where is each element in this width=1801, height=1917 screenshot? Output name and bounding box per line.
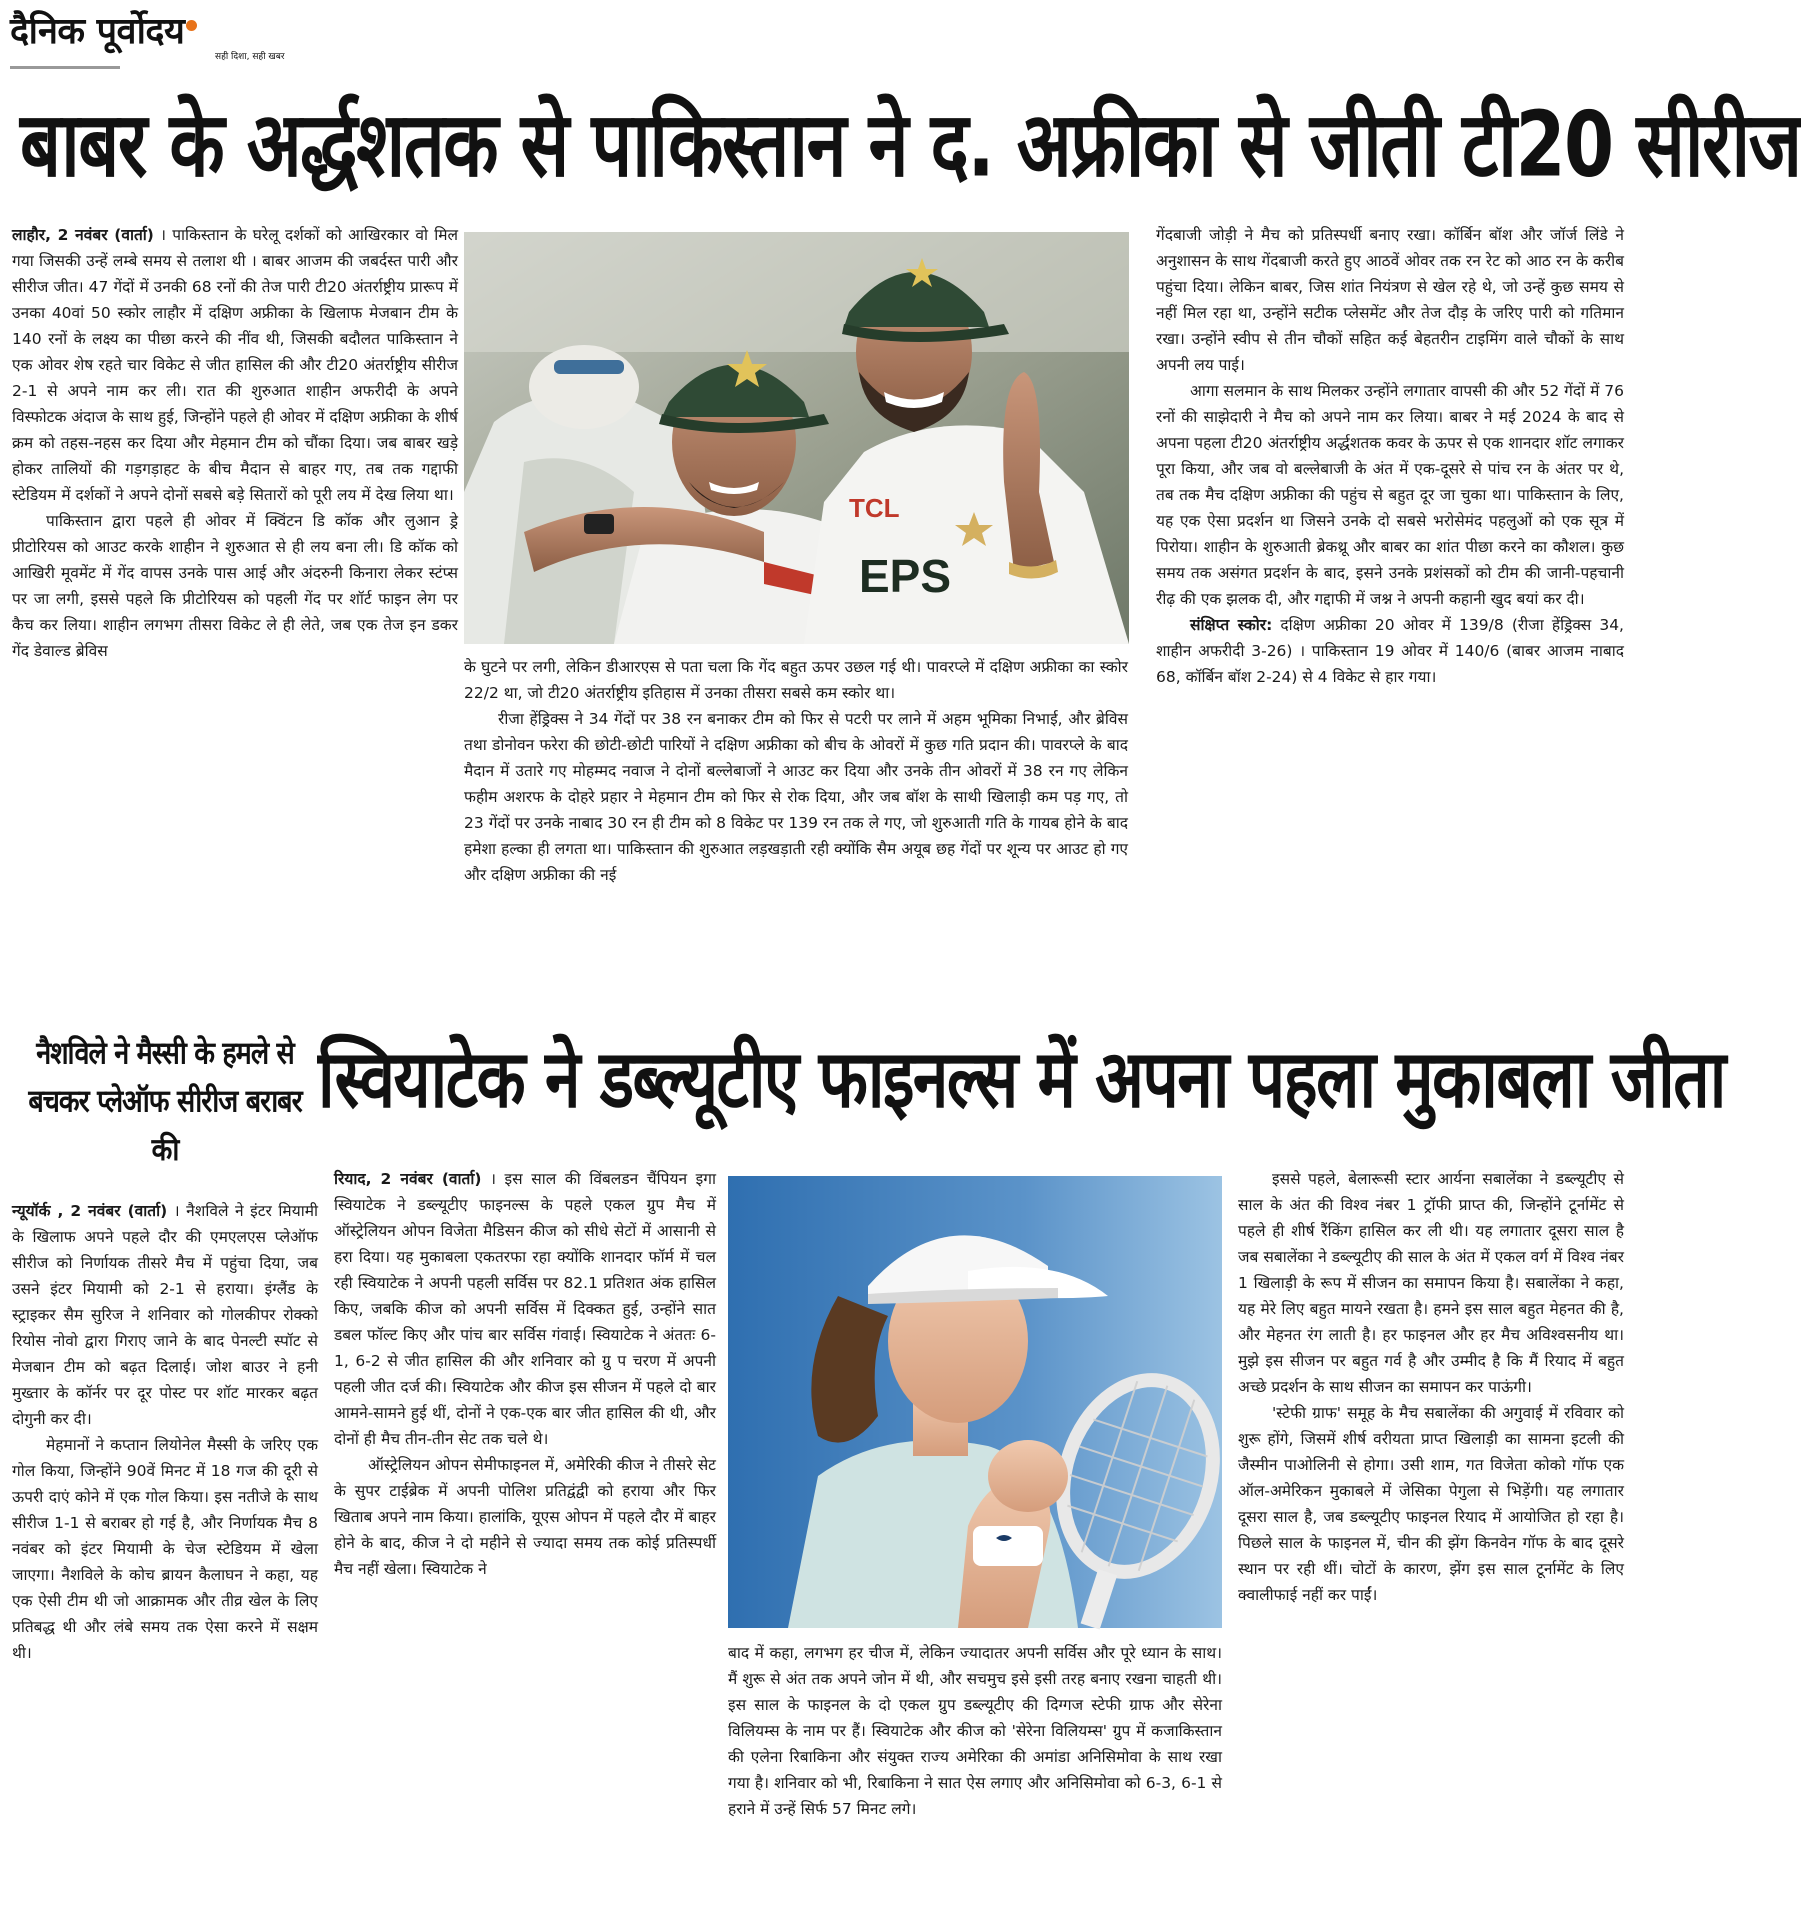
cricket-players-image: [464, 232, 1129, 644]
tennis-dateline: रियाद, 2 नवंबर (वार्ता): [334, 1170, 482, 1188]
masthead-underline: [10, 66, 120, 69]
cricket-column-2: [464, 654, 1128, 1020]
football-column: [12, 1198, 318, 1910]
tennis-photo: [728, 1176, 1222, 1628]
tennis-column-3: [1238, 1166, 1624, 1910]
cricket-para-6: आगा सलमान के साथ मिलकर उन्होंने लगातार वापसी की और 52 गेंदों में 76 रनों की साझेदारी ने मैच को अपने नाम कर लिया। बाबर ने मई 2024 के बाद से अपना पहला टी20 अंतर्राष्ट्रीय अर्द्धशतक कवर के ऊपर से एक शानदार शॉट लगाकर पूरा किया, और जब वो बल्लेबाजी के अंत में एक-दूसरे से पांच रन के अंतर पर थे, तब तक मैच दक्षिण अफ्रीका की पहुंच से बहुत दूर जा चुका था। पाकिस्तान के लिए, यह एक ऐसा प्रदर्शन था जिसने उनके दो सबसे भरोसेमंद पहलुओं को एक सूत्र में पिरोया। शाहीन के शुरुआती ब्रेकथ्रू और बाबर का शांत पीछा करने का कौशल। कुछ समय तक असंगत प्रदर्शन के बाद, इसने उनके प्रशंसकों को टीम की जानी-पहचानी रीढ़ की एक झलक दी, और गद्दाफी में जश्न ने अपनी कहानी खुद बयां कर दी।: [1156, 382, 1624, 608]
cricket-dateline: लाहौर, 2 नवंबर (वार्ता): [12, 226, 154, 244]
masthead-title: दैनिक पूर्वोदय: [10, 10, 185, 52]
tennis-para-5: 'स्टेफी ग्राफ' समूह के मैच सबालेंका की अगुवाई में रविवार को शुरू होंगे, जिसमें शीर्ष वरीयता प्राप्त खिलाड़ी का सामना इटली की जैस्मीन पाओलिनी से होगा। उसी शाम, गत विजेता कोको गॉफ एक ऑल-अमेरिकन मुकाबले में जेसिका पेगुला से भिड़ेंगी। यह लगातार दूसरा साल है, जब डब्ल्यूटीए फाइनल रियाद में आयोजित हो रहा है। पिछले साल के फाइनल में, चीन की झेंग किनवेन गॉफ के बाद दूसरे स्थान पर रही थीं। चोटों के कारण, झेंग इस साल टूर्नामेंट के लिए क्वालीफाई नहीं कर पाईं।: [1238, 1404, 1624, 1604]
tennis-column-2: [728, 1640, 1222, 1910]
cricket-para-5: गेंदबाजी जोड़ी ने मैच को प्रतिस्पर्धी बनाए रखा। कॉर्बिन बॉश और जॉर्ज लिंडे ने अनुशासन के साथ गेंदबाजी करते हुए आठवें ओवर तक रन रेट को आठ रन के करीब पहुंचा दिया। लेकिन बाबर, जिस शांत नियंत्रण से खेल रहे थे, जो उन्हें कुछ समय से नहीं मिल रहा था, उन्होंने सटीक प्लेसमेंट और तेज दौड़ के जरिए पारी को गतिमान रखा। उन्होंने स्वीप से तीन चौकों सहित कई बेहतरीन टाइमिंग वाले चौकों के साथ अपनी लय पाई।: [1156, 226, 1624, 374]
cricket-column-3: [1156, 222, 1624, 1020]
scorecard-label: संक्षिप्त स्कोर:: [1190, 616, 1273, 634]
tennis-player-image: [728, 1176, 1222, 1628]
scorecard-text: दक्षिण अफ्रीका 20 ओवर में 139/8 (रीजा हेंड्रिक्स 34, शाहीन अफरीदी 3-26) । पाकिस्तान 19 ओवर में 140/6 (बाबर आजम नाबाद 68, कॉर्बिन बॉश 2-24) से 4 विकेट से हार गया।: [1156, 616, 1624, 686]
cricket-para-3: के घुटने पर लगी, लेकिन डीआरएस से पता चला कि गेंद बहुत ऊपर उछल गई थी। पावरप्ले में दक्षिण अफ्रीका का स्कोर 22/2 था, जो टी20 अंतर्राष्ट्रीय इतिहास में उनका तीसरा सबसे कम स्कोर था।: [464, 658, 1128, 702]
football-para-1: न्यूयॉर्क , 2 नवंबर (वार्ता) । नैशविले ने इंटर मियामी के खिलाफ अपने पहले दौर की एमएलएस प्लेऑफ सीरीज को निर्णायक तीसरे मैच में पहुंचा दिया, जब उसने इंटर मियामी को 2-1 से हराया। इंग्लैंड के स्ट्राइकर सैम सुरिज ने शनिवार को गोलकीपर रोक्को रियोस नोवो द्वारा गिराए जाने के बाद पेनल्टी स्पॉट से मेजबान टीम को बढ़त दिलाई। जोश बाउर ने हनी मुख्तार के कॉर्नर पर दूर पोस्ट पर शॉट मारकर बढ़त दोगुनी कर दी।: [12, 1202, 318, 1428]
tennis-para-1: रियाद, 2 नवंबर (वार्ता) । इस साल की विंबलडन चैंपियन इगा स्वियाटेक ने डब्ल्यूटीए फाइनल्स के पहले एकल ग्रुप मैच में ऑस्ट्रेलियन ओपन विजेता मैडिसन कीज को सीधे सेटों में आसानी से हरा दिया। यह मुकाबला एकतरफा रहा क्योंकि शानदार फॉर्म में चल रही स्वियाटेक ने अपनी पहली सर्विस पर 82.1 प्रतिशत अंक हासिल किए, जबकि कीज को अपनी सर्विस में दिक्कत हुई, उन्होंने सात डबल फॉल्ट किए और पांच बार सर्विस गंवाई। स्वियाटेक ने अंततः 6-1, 6-2 से जीत हासिल की और शनिवार को ग्रु प चरण में अपनी पहली जीत दर्ज की। स्वियाटेक और कीज इस सीजन में पहले दो बार आमने-सामने हुई थीं, दोनों ने एक-एक बार जीत हासिल की थी, और दोनों ही मैच तीन-तीन सेट तक चले थे।: [334, 1170, 716, 1448]
jersey-tcl-text: TCL: [849, 493, 900, 523]
tennis-para-3: बाद में कहा, लगभग हर चीज में, लेकिन ज्यादातर अपनी सर्विस और पूरे ध्यान के साथ। मैं शुरू से अंत तक अपने जोन में थी, और सचमुच इसे इसी तरह बनाए रखना चाहती थी। इस साल के फाइनल के दो एकल ग्रुप डब्ल्यूटीए की दिग्गज स्टेफी ग्राफ और सेरेना विलियम्स के नाम पर हैं। स्वियाटेक और कीज को 'सेरेना विलियम्स' ग्रुप में कजाकिस्तान की एलेना रिबाकिना और संयुक्त राज्य अमेरिका की अमांडा अनिसिमोवा के साथ रखा गया है। शनिवार को भी, रिबाकिना ने सात ऐस लगाए और अनिसिमोवा को 6-3, 6-1 से हराने में उन्हें सिर्फ 57 मिनट लगे।: [728, 1644, 1222, 1818]
cricket-scorecard: [1156, 612, 1624, 690]
jersey-sponsor-text: EPS: [859, 550, 952, 602]
headline-football: नैशविले ने मैस्सी के हमले से बचकर प्लेऑफ सीरीज बराबर की: [28, 1035, 302, 1168]
cricket-para-1: लाहौर, 2 नवंबर (वार्ता) । पाकिस्तान के घरेलू दर्शकों को आखिरकार वो मिल गया जिसकी उन्हें लम्बे समय से तलाश थी । बाबर आजम की जबर्दस्त पारी और सीरीज जीत। 47 गेंदों में उनकी 68 रनों की तेज पारी टी20 अंतर्राष्ट्रीय प्रारूप में उनका 40वां 50 स्कोर लाहौर में दक्षिण अफ्रीका के खिलाफ मेजबान टीम के 140 रनों के लक्ष्य का पीछा करने की नींव थी, जिसकी बदौलत पाकिस्तान ने एक ओवर शेष रहते चार विकेट से जीत हासिल की और टी20 अंतर्राष्ट्रीय सीरीज 2-1 से अपने नाम कर ली। रात की शुरुआत शाहीन अफरीदी के अपने विस्फोटक अंदाज के साथ हुई, जिन्होंने पहले ही ओवर में दक्षिण अफ्रीका के शीर्ष क्रम को तहस-नहस कर दिया और मेहमान टीम को चौंका दिया। जब बाबर खड़े होकर तालियों की गड़गड़ाहट के बीच मैदान से बाहर गए, तब तक गद्दाफी स्टेडियम में दर्शकों ने अपने दोनों सबसे बड़े सितारों को पूरी लय में देख लिया था।: [12, 226, 458, 504]
football-para-2: मेहमानों ने कप्तान लियोनेल मैस्सी के जरिए एक गोल किया, जिन्होंने 90वें मिनट में 18 गज की दूरी से ऊपरी दाएं कोने में एक गोल किया। इस नतीजे के साथ सीरीज 1-1 से बराबर हो गई है, और निर्णायक मैच 8 नवंबर को इंटर मियामी के चेज स्टेडियम में खेला जाएगा। नैशविले के कोच ब्रायन कैलाघन ने कहा, यह एक ऐसी टीम थी जो आक्रामक और तीव्र खेल के लिए प्रतिबद्ध थी और लंबे समय तक ऐसा करने में सक्षम थी।: [12, 1436, 318, 1662]
tennis-column-1: [334, 1166, 716, 1910]
football-dateline: न्यूयॉर्क , 2 नवंबर (वार्ता): [12, 1202, 168, 1220]
headline-tennis: स्वियाटेक ने डब्ल्यूटीए फाइनल्स में अपना पहला मुकाबला जीता: [318, 1033, 1725, 1127]
masthead-dot-icon: [186, 20, 197, 31]
tennis-para-4: इससे पहले, बेलारूसी स्टार आर्यना सबालेंका ने डब्ल्यूटीए से साल के अंत की विश्व नंबर 1 ट्रॉफी प्राप्त की, जिन्होंने टूर्नामेंट से पहले ही शीर्ष रैंकिंग हासिल कर ली थी। यह लगातार दूसरा साल है जब सबालेंका ने डब्ल्यूटीए की साल के अंत में एकल वर्ग में विश्व नंबर 1 खिलाड़ी के रूप में सीजन का समापन किया है। सबालेंका ने कहा, यह मेरे लिए बहुत मायने रखता है। हमने इस साल बहुत मेहनत की है, और मेहनत रंग लाती है। हर फाइनल और हर मैच अविश्वसनीय था। मुझे इस सीजन पर बहुत गर्व है और उम्मीद है कि मैं रियाद में बहुत अच्छे प्रदर्शन के साथ सीजन का समापन कर पाऊंगी।: [1238, 1170, 1624, 1396]
headline-cricket: बाबर के अर्द्धशतक से पाकिस्तान ने द. अफ्रीका से जीती टी20 सीरीज: [20, 91, 1801, 197]
cricket-photo: [464, 232, 1129, 644]
cricket-para-2: पाकिस्तान द्वारा पहले ही ओवर में क्विंटन डि कॉक और लुआन ड्रे प्रीटोरियस को आउट करके शाहीन ने शुरुआत से ही लय बना ली। डि कॉक को आखिरी मूवमेंट में गेंद वापस उनके पास आई और अंदरुनी किनारा लेकर स्टंप्स पर जा लगी, इससे पहले कि प्रीटोरियस को पहली गेंद पर शॉर्ट फाइन लेग पर कैच कर लिया। शाहीन लगभग तीसरा विकेट ले ही लेते, जब एक तेज इन डकर गेंद डेवाल्ड ब्रेविस: [12, 512, 458, 660]
cricket-column-1: [12, 222, 458, 1020]
cricket-para-4: रीजा हेंड्रिक्स ने 34 गेंदों पर 38 रन बनाकर टीम को फिर से पटरी पर लाने में अहम भूमिका निभाई, और ब्रेविस तथा डोनोवन फरेरा की छोटी-छोटी पारियों ने दक्षिण अफ्रीका को बीच के ओवरों में कुछ गति प्रदान की। पावरप्ले के बाद मैदान में उतारे गए मोहम्मद नवाज ने दोनों बल्लेबाजों ने आउट कर दिया और उनके तीन ओवरों में 38 रन गए लेकिन फहीम अशरफ के दोहरे प्रहार ने मेहमान टीम को फिर से रोक दिया, और जब बॉश के साथी खिलाड़ी कम पड़ गए, तो 23 गेंदों पर उनके नाबाद 30 रन ही टीम को 8 विकेट पर 139 रन तक ले गए, जो शुरुआती गति के गायब होने के बाद हमेशा हल्का ही लगता था। पाकिस्तान की शुरुआत लड़खड़ाती रही क्योंकि सैम अयूब छह गेंदों पर शून्य पर आउट हो गए और दक्षिण अफ्रीका की नई: [464, 710, 1128, 884]
tennis-para-2: ऑस्ट्रेलियन ओपन सेमीफाइनल में, अमेरिकी कीज ने तीसरे सेट के सुपर टाईब्रेक में अपनी पोलिश प्रतिद्वंद्वी को हराया और फिर खिताब अपने नाम किया। हालांकि, यूएस ओपन में पहले दौर में बाहर होने के बाद, कीज ने दो महीने से ज्यादा समय तक कोई प्रतिस्पर्धी मैच नहीं खेला। स्वियाटेक ने: [334, 1456, 716, 1578]
masthead-tagline: सही दिशा, सही खबर: [215, 52, 285, 62]
masthead: [10, 8, 340, 70]
